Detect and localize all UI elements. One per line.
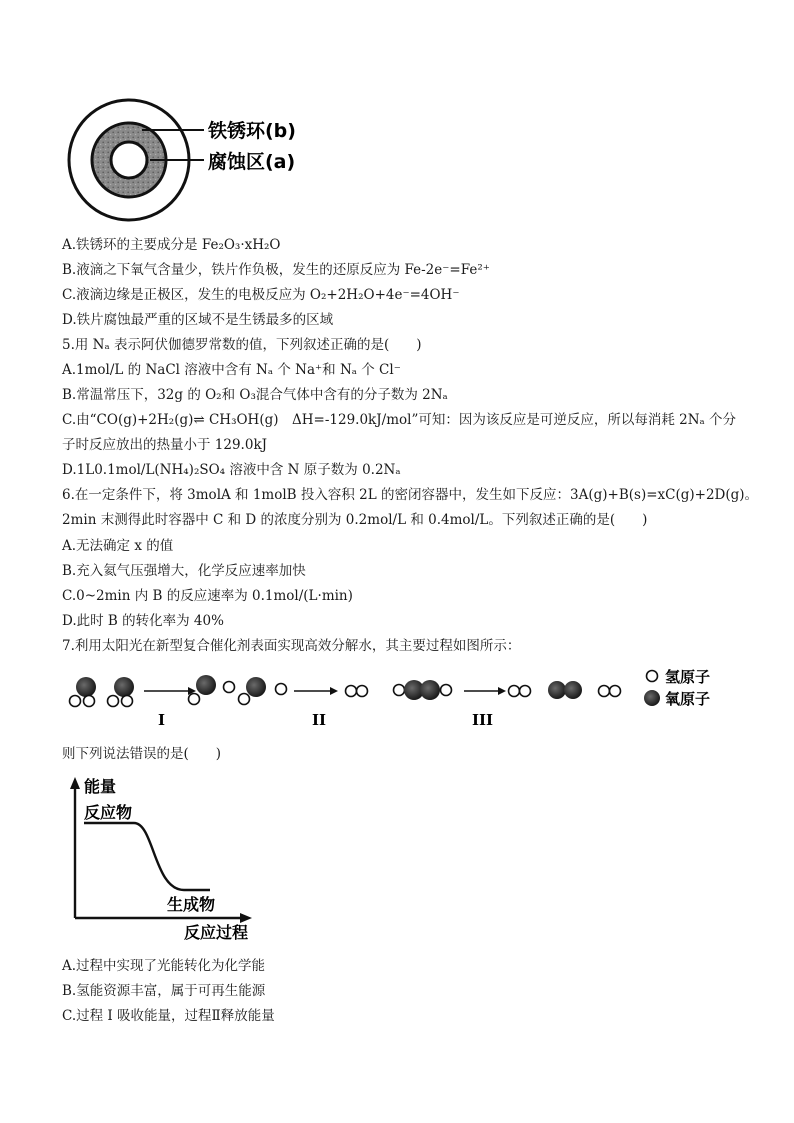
water-splitting-diagram (62, 663, 732, 735)
q5-option-a: A.1mol/L 的 NaCl 溶液中含有 Nₐ 个 Na⁺和 Nₐ 个 Cl⁻ (62, 362, 401, 378)
q4-option-d: D.铁片腐蚀最严重的区域不是生锈最多的区域 (62, 312, 334, 328)
q4-option-c: C.液滴边缘是正极区，发生的电极反应为 O₂+2H₂O+4e⁻=4OH⁻ (62, 287, 460, 303)
water-molecule-1 (70, 677, 97, 707)
q5-option-c: C.由“CO(g)+2H₂(g)⇌ CH₃OH(g) ΔH=-129.0kJ/mol”可知：因为该反应是可逆反应，所以每消耗 2Nₐ 个分 (62, 412, 737, 428)
h2o2-molecule (394, 680, 452, 700)
h2-molecule-2 (509, 686, 531, 697)
legend-hydrogen-icon (647, 671, 658, 682)
reactant-label: 反应物 (84, 803, 133, 822)
step-label-I: I (158, 711, 166, 729)
legend-hydrogen-label: 氢原子 (665, 668, 711, 686)
energy-diagram (62, 772, 272, 944)
q5-option-c-cont: 子时反应放出的热量小于 129.0kJ (62, 437, 268, 453)
q6-stem-line2: 2min 末测得此时容器中 C 和 D 的浓度分别为 0.2mol/L 和 0.4mol/L。下列叙述正确的是( ) (62, 512, 648, 528)
x-axis-label: 反应过程 (184, 923, 249, 942)
legend-oxygen-icon (644, 690, 660, 706)
q6-stem-line1: 6.在一定条件下，将 3molA 和 1molB 投入容积 2L 的密闭容器中，发生如下反应：3A(g)+B(s)=xC(g)+2D(g)。 (62, 487, 759, 503)
h2-molecule-3 (599, 686, 621, 697)
corrosion-zone-center (111, 142, 147, 178)
step-label-II: II (312, 711, 327, 729)
q5-option-b: B.常温常压下，32g 的 O₂和 O₃混合气体中含有的分子数为 2Nₐ (62, 387, 448, 403)
q4-option-b: B.液滴之下氧气含量少，铁片作负极，发生的还原反应为 Fe-2e⁻=Fe²⁺ (62, 262, 490, 278)
h2-molecule-1 (346, 686, 368, 697)
q6-option-a: A.无法确定 x 的值 (62, 538, 174, 554)
rust-ring-figure (62, 96, 307, 224)
q6-option-d: D.此时 B 的转化率为 40% (62, 613, 224, 629)
arrow-II (330, 687, 338, 695)
arrow-III (498, 687, 506, 695)
x-axis-arrow (240, 913, 252, 923)
label-rust-ring: 铁锈环(b) (208, 120, 296, 142)
y-axis-arrow (70, 777, 80, 789)
q7-option-b: B.氢能资源丰富，属于可再生能源 (62, 983, 266, 999)
product-label: 生成物 (167, 895, 216, 914)
water-molecule-2 (108, 677, 135, 707)
energy-curve (84, 823, 210, 890)
q7-question: 则下列说法错误的是( ) (62, 746, 222, 762)
intermediate-stage-1 (189, 675, 287, 705)
q5-option-d: D.1L0.1mol/L(NH₄)₂SO₄ 溶液中含 N 原子数为 0.2Nₐ (62, 462, 401, 478)
label-corrosion-zone: 腐蚀区(a) (208, 151, 296, 173)
q5-stem: 5.用 Nₐ 表示阿伏伽德罗常数的值，下列叙述正确的是( ) (62, 337, 422, 353)
q6-option-c: C.0~2min 内 B 的反应速率为 0.1mol/(L·min) (62, 588, 353, 604)
q7-option-c: C.过程 I 吸收能量，过程Ⅱ释放能量 (62, 1008, 275, 1024)
o2-molecule (548, 681, 582, 699)
q7-stem: 7.利用太阳光在新型复合催化剂表面实现高效分解水，其主要过程如图所示： (62, 638, 521, 654)
y-axis-label: 能量 (84, 777, 117, 796)
step-label-III: III (472, 711, 494, 729)
legend-oxygen-label: 氧原子 (665, 690, 711, 708)
q4-option-a: A.铁锈环的主要成分是 Fe₂O₃·xH₂O (62, 237, 281, 253)
q6-option-b: B.充入氦气压强增大，化学反应速率加快 (62, 563, 306, 579)
q7-option-a: A.过程中实现了光能转化为化学能 (62, 958, 266, 974)
